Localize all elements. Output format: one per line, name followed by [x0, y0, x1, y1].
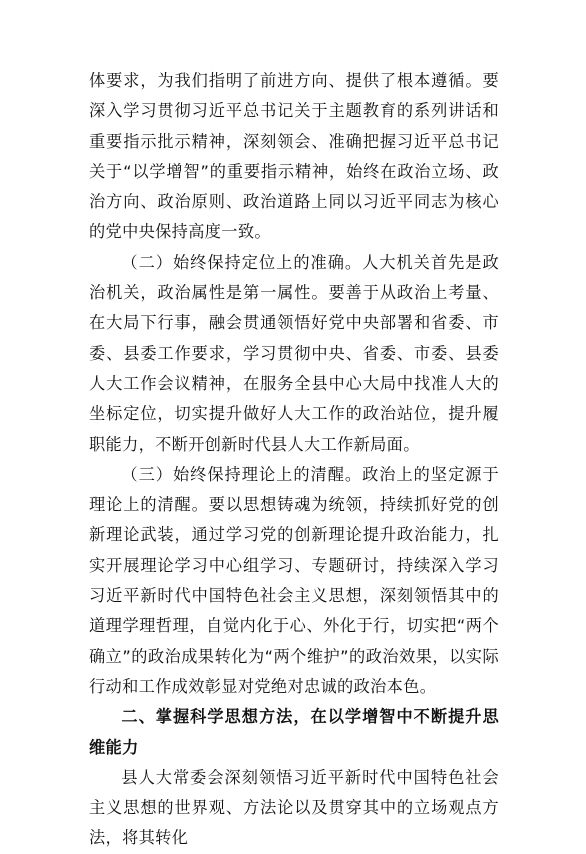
paragraph-continuation: 体要求，为我们指明了前进方向、提供了根本遵循。要深入学习贯彻习近平总书记关于主题教育的系列讲话和重要指示批示精神，深刻领会、准确把握习近平总书记关于“以学增智”的重要指示精神，始终在政治立场、政治方向、政治原则、政治道路上同以习近平同志为核心的党中央保持高度一致。	[89, 71, 499, 242]
paragraph-section-2: （二）始终保持定位上的准确。人大机关首先是政治机关，政治属性是第一属性。要善于从政治上考量、在大局下行事，融会贯通领悟好党中央部署和省委、市委、县委工作要求，学习贯彻中央、省委、市委、县委人大工作会议精神，在服务全县中心大局中找准人大的坐标定位，切实提升做好人大工作的政治站位，提升履职能力，不断开创新时代县人大工作新局面。	[89, 252, 499, 454]
section-heading: 二、掌握科学思想方法，在以学增智中不断提升思维能力	[89, 707, 499, 757]
document-page	[89, 66, 499, 854]
paragraph-section-3: （三）始终保持理论上的清醒。政治上的坚定源于理论上的清醒。要以思想铸魂为统领，持续抓好党的创新理论武装，通过学习党的创新理论提升政治能力，扎实开展理论学习中心组学习、专题研讨，持续深入学习习近平新时代中国特色社会主义思想，深刻领悟其中的道理学理哲理，自觉内化于心、外化于行，切实把“两个确立”的政治成果转化为“两个维护”的政治效果，以实际行动和工作成效彰显对党绝对忠诚的政治本色。	[89, 464, 499, 696]
paragraph-body: 县人大常委会深刻领悟习近平新时代中国特色社会主义思想的世界观、方法论以及贯穿其中的立场观点方法，将其转化	[89, 767, 499, 848]
